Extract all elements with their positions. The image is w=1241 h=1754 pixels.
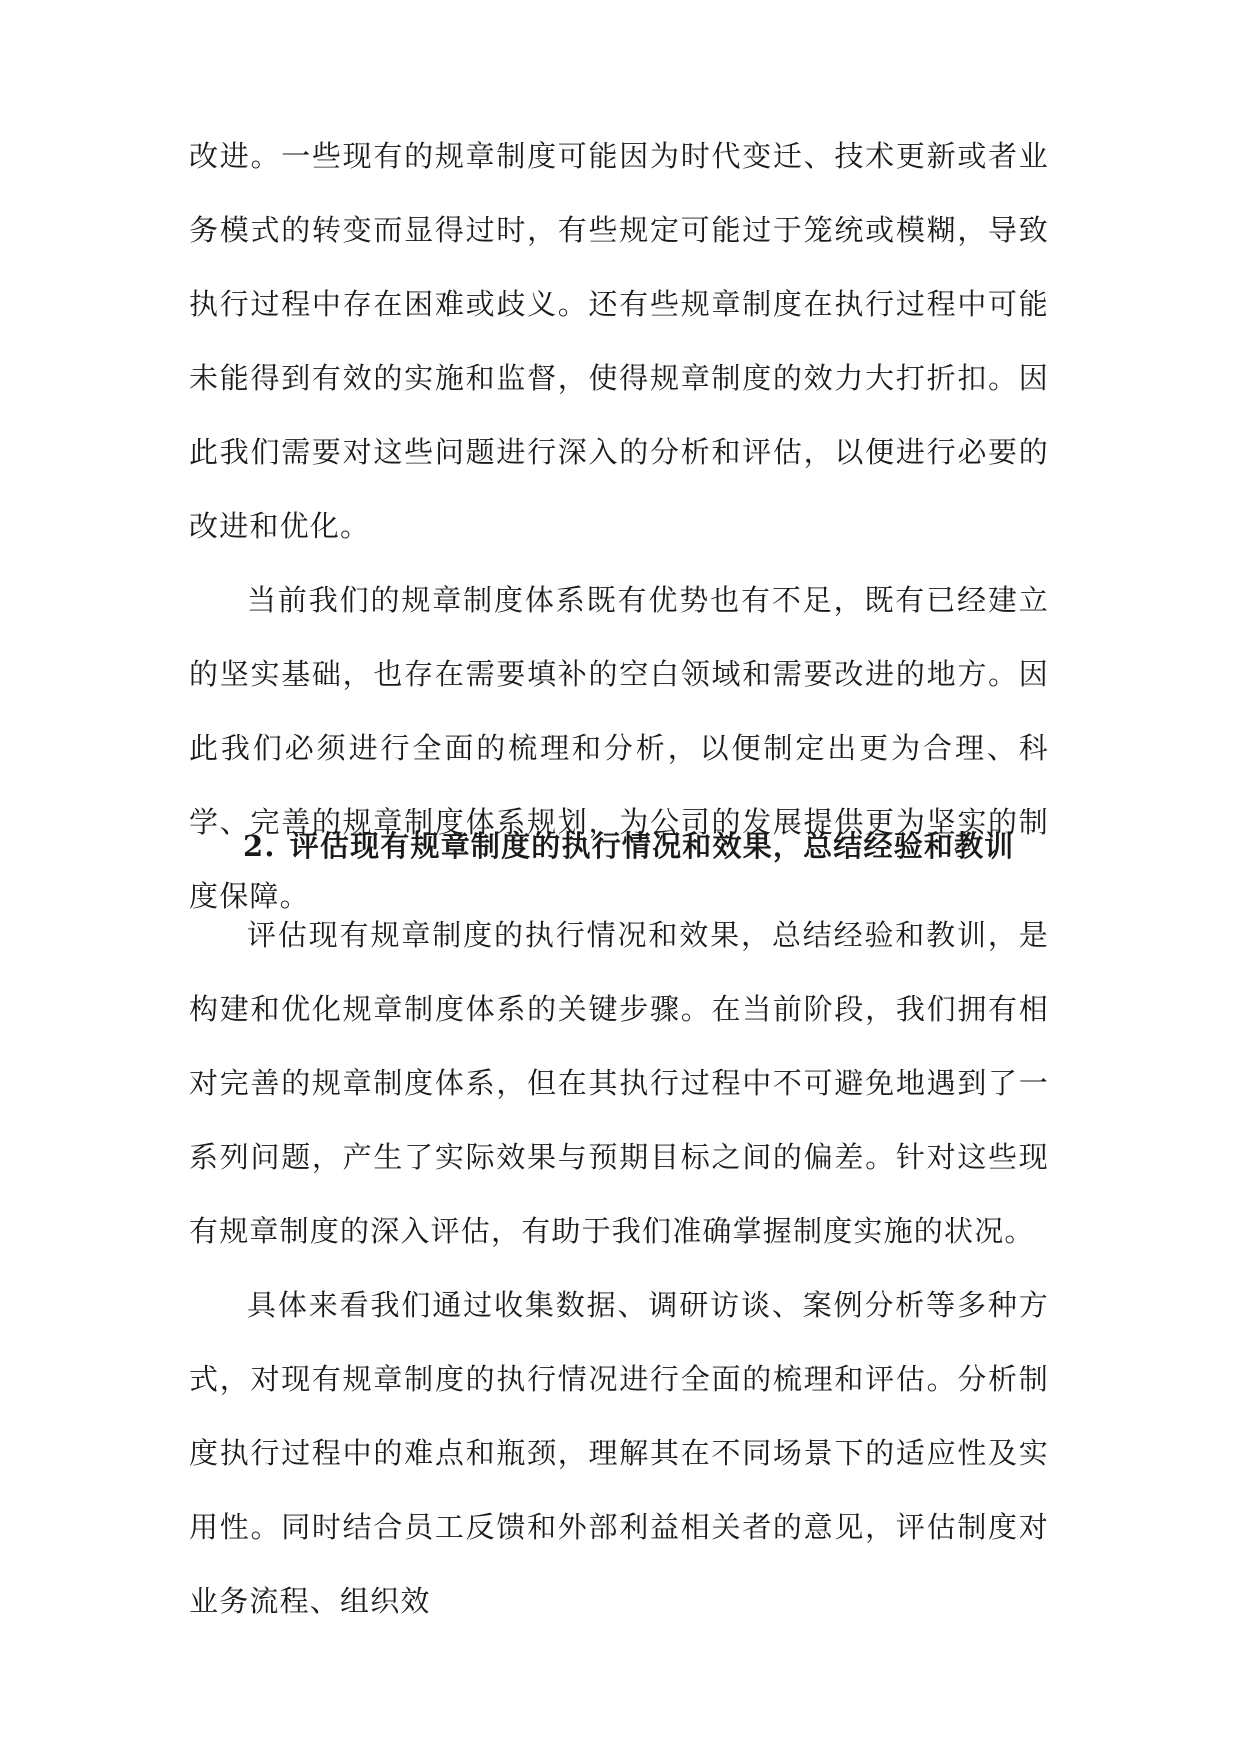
body-text-top — [189, 119, 1049, 933]
section-title: 评估现有规章制度的执行情况和效果，总结经验和教训 — [289, 829, 1015, 863]
paragraph: 改进。一些现有的规章制度可能因为时代变迁、技术更新或者业务模式的转变而显得过时，有些规定可能过于笼统或模糊，导致执行过程中存在困难或歧义。还有些规章制度在执行过程中可能未能得到有效的实施和监督，使得规章制度的效力大打折扣。因此我们需要对这些问题进行深入的分析和评估，以便进行必要的改进和优化。 — [189, 139, 1049, 543]
paragraph: 评估现有规章制度的执行情况和效果，总结经验和教训，是构建和优化规章制度体系的关键步骤。在当前阶段，我们拥有相对完善的规章制度体系，但在其执行过程中不可避免地遇到了一系列问题，产生了实际效果与预期目标之间的偏差。针对这些现有规章制度的深入评估，有助于我们准确掌握制度实施的状况。 — [189, 918, 1049, 1248]
section-number: 2. — [243, 829, 276, 863]
body-text-bottom — [189, 824, 1049, 1638]
paragraph: 具体来看我们通过收集数据、调研访谈、案例分析等多种方式，对现有规章制度的执行情况进行全面的梳理和评估。分析制度执行过程中的难点和瓶颈，理解其在不同场景下的适应性及实用性。同时结合员工反馈和外部利益相关者的意见，评估制度对业务流程、组织效 — [189, 1288, 1049, 1618]
paragraph: 当前我们的规章制度体系既有优势也有不足，既有已经建立的坚实基础，也存在需要填补的空白领域和需要改进的地方。因此我们必须进行全面的梳理和分析，以便制定出更为合理、科学、完善的规章制度体系规划，为公司的发展提供更为坚实的制度保障。 — [189, 583, 1049, 913]
